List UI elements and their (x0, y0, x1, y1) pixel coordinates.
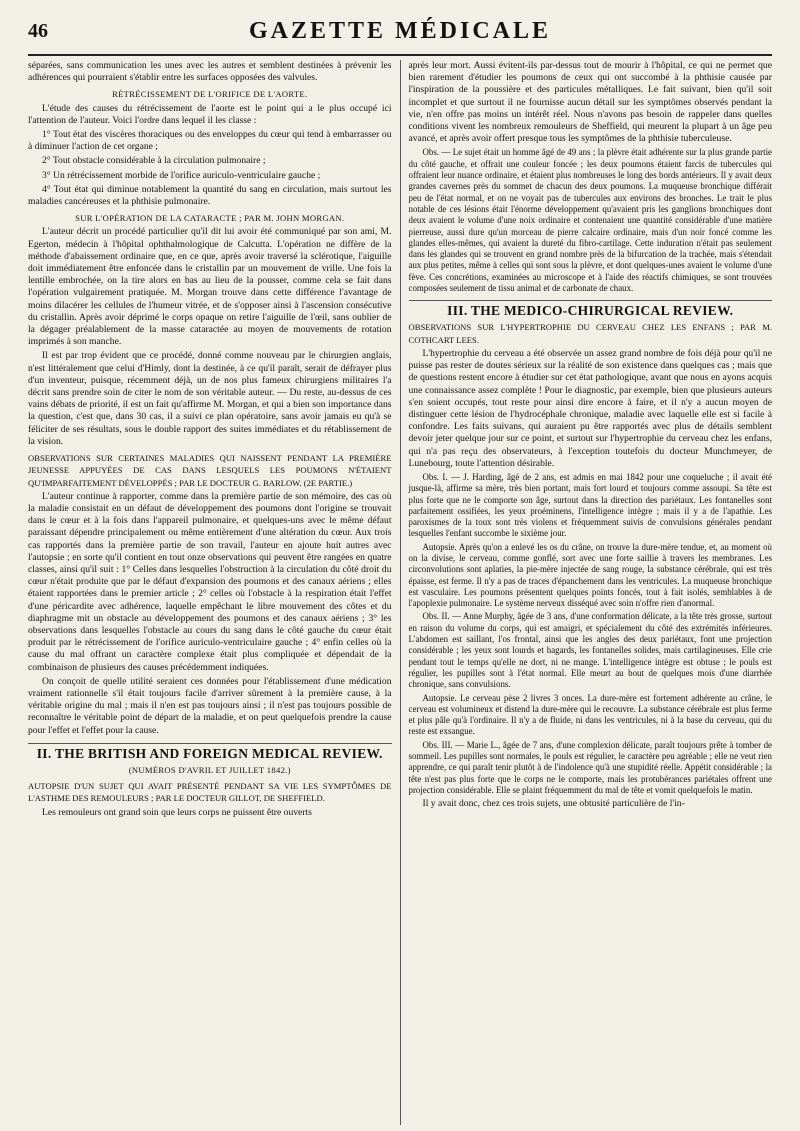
text-columns (28, 60, 772, 1125)
autopsy-note: Autopsie. Après qu'on a enlevé les os du crâne, on trouve la dure-mère tendue, et, au moment où on la divise, le cerveau, comme gonflé, sort avec une forte saillie à travers les membranes. Les circonvolutions sont aplaties, la pie-mère injectée de sang rouge, la substance cérébrale, qui est très épaisse, est ferme. Il n'y a pas de traces d'épanchement dans les ventricules. La muqueuse bronchique est vasculaire. Les poumons présentent quelques points foncés, tout à fait isolés, semblables à de l'apoplexie pulmonaire. Le système nerveux disséqué avec soin n'offre rien d'anormal. (408, 541, 772, 609)
observation: Obs. III. — Marie L., âgée de 7 ans, d'une complexion délicate, paraît toujours prête à tomber de sommeil. Les pupilles sont normales, le pouls est régulier, le caractère peu agréable ; elle ne veut rien apprendre, ce qui paraît tenir plutôt à de l'indolence qu'à une stupidité réelle. Appétit considérable ; la tête n'est pas plus forte que le corps ne le comporte, mais les protubérances pariétales offrent une projection considérable. Elle se plaint fréquemment du mal de tête et vomit quelquefois le matin. (408, 739, 772, 795)
subheading: OBSERVATIONS SUR CERTAINES MALADIES QUI NAISSENT PENDANT LA PREMIÈRE JEUNESSE APPUYÉES DE CAS DANS LESQUELS LES POUMONS N'ÉTAIENT QU'IMPARFAITEMENT DÉVELOPPÉS ; PAR LE DOCTEUR G. BARLOW. (2E PARTIE.) (28, 453, 392, 488)
list-item: 4° Tout état qui diminue notablement la quantité du sang en circulation, mais surtout les maladies cancéreuses et la phthisie pulmonaire. (28, 183, 392, 208)
subheading: SUR L'OPÉRATION DE LA CATARACTE ; PAR M. JOHN MORGAN. (75, 213, 345, 224)
observation: Obs. II. — Anne Murphy, âgée de 3 ans, d'une conformation délicate, a la tête très grosse, surtout en raison du volume du corps, qui est amaigri, et spécialement du côté des extrémités inférieures. L'abdomen est saillant, l'os frontal, ainsi que les angles des deux pariétaux, font une projection considérable ; les yeux sont lourds et hagards, les fontanelles solides, mais cartilagineuses. Elle crie pendant tout le temps qu'elle ne dort, ni ne mange. L'intelligence intègre est obtuse ; le pouls est régulier, les pupilles sont à l'état normal. Elle meurt au bout de quelques mois d'une diarrhée chronique, sans convulsions. (408, 611, 772, 690)
paragraph: Les remouleurs ont grand soin que leurs corps ne puissent être ouverts (42, 806, 312, 818)
list-item: 2° Tout obstacle considérable à la circulation pulmonaire ; (42, 155, 266, 167)
subheading: OBSERVATIONS SUR L'HYPERTROPHIE DU CERVEAU CHEZ LES ENFANS ; PAR M. COTHCART LEES. (408, 322, 772, 345)
subheading: RÉTRÉCISSEMENT DE L'ORIFICE DE L'AORTE. (112, 89, 308, 100)
section-title: III. THE MEDICO-CHIRURGICAL REVIEW. (409, 300, 773, 317)
paragraph: Il y avait donc, chez ces trois sujets, une obtusité particulière de l'in- (422, 798, 685, 810)
observation: Obs. I. — J. Harding, âgé de 2 ans, est admis en mai 1842 pour une coqueluche ; il avait été jusque-là, affirme sa mère, très bien portant, mais fort lourd et toujours comme assoupi. Sa tête est plus forte que ne le comporte son âge, surtout dans la direction des pariétaux. Les fontanelles sont parfaitement ossifiées, les yeux proéminens, l'intelligence intègre ; mais il y a de l'apathie. Les paroxismes de la toux sont très violens et fréquemment suivis de convulsions générales pendant lesquelles l'enfant succombe le sixième jour. (408, 471, 772, 539)
paragraph: L'étude des causes du rétrécissement de l'aorte est le point qui a le plus occupé ici l'attention de l'auteur. Voici l'ordre dans lequel il les classe : (28, 102, 392, 126)
list-item: 1° Tout état des viscères thoraciques ou des enveloppes du cœur qui tend à embarrasser ou à diminuer l'action de cet organe ; (28, 129, 392, 153)
autopsy-note: Autopsie. Le cerveau pèse 2 livres 3 onces. La dure-mère est fortement adhérente au crâne, le cerveau est volumineux et distend la dure-mère qui le recouvre. La substance cérébrale est plus ferme et plus pâle qu'à l'ordinaire. Il n'y a de fluide, ni dans les ventricules, ni à la base du cerveau, qui du reste est exsangue. (408, 692, 772, 737)
list-item: 3° Un rétrécissement morbide de l'orifice auriculo-ventriculaire gauche ; (42, 169, 321, 181)
paragraph: après leur mort. Aussi évitent-ils par-dessus tout de mourir à l'hôpital, ce qui ne permet que bien rarement d'étudier les poumons de ceux qui ont succombé à la phthisie causée par l'inspiration de la poussière et des particules métalliques. Le fait suivant, bien qu'il soit incomplet et que surtout il ne fournisse aucun détail sur les symptômes observés pendant la vie, n'en offre pas moins un intérêt réel. Nous n'avons pas besoin de rappeler dans quelles conditions vivent les nombreux remouleurs de Sheffield, qui meurent la plupart à un âge peu avancé, et après avoir offert presque tous les symptômes de la phthisie tuberculeuse. (408, 60, 772, 145)
left-column (28, 60, 401, 1125)
paragraph: L'hypertrophie du cerveau a été observée un assez grand nombre de fois déjà pour qu'il ne puisse pas rester de doutes sérieux sur la réalité de son existence dans quelques cas ; mais que de questions restent encore à étudier sur cet état pathologique, avant que nous en ayons acquis une connaissance assez complète ! Pour le diagnostic, par exemple, bien que plusieurs auteurs s'en soient occupés, tout reste pour ainsi dire encore à faire, et il n'y a aucun moyen de distinguer cette lésion de l'hydrocéphale chronique, maladie avec laquelle elle est si facile à confondre. Les faits suivans, qui auraient pu être rapportés avec plus de détails semblent devoir jeter quelque jour sur ce point, et surtout sur l'hypertrophie du cerveau chez les enfans, qui n'a pas reçu des observateurs, à l'exception toutefois du docteur Munchmeyer, de Lunebourg, toute l'attention désirable. (408, 347, 772, 469)
paragraph: séparées, sans communication les unes avec les autres et semblent destinées à prévenir les adhérences qui pourraient s'établir entre les surfaces opposées des valvules. (28, 60, 392, 84)
masthead-title: GAZETTE MÉDICALE (248, 18, 552, 44)
right-column (401, 60, 773, 1125)
observation: Obs. — Le sujet était un homme âgé de 49 ans ; la plèvre était adhérente sur la plus grande partie du côté gauche, et offrait une couleur foncée ; les deux poumons étaient farcis de tubercules qui offraient leur nuance ordinaire, et étaient plus nombreuses le long des bords antérieurs. Il y avait deux grandes cavernes près du sommet de chacun des deux poumons. La muqueuse bronchique différait peu de l'état normal, et on ne voyait pas de tubercules aux environs des bronches. Le trait le plus notable de ces lésions était l'énorme développement qu'avaient pris les ganglions bronchiques dont deux avaient le volume d'une noix ordinaire et contenaient une quantité considérable d'une matière pierreuse, aussi dure qu'un morceau de pierre calcaire ordinaire, mais d'un noir foncé comme les glandes elles-mêmes, qui avaient la dureté du fibro-cartilage. Cette induration n'était pas seulement dans les glandes qui se trouvent en grand nombre près de la bifurcation de la trachée, mais s'étendait aux plus petites, même à celles qui sont sous la plèvre, et dont quelques-unes avaient le volume d'une fève. Ces concrétions, examinées au microscope et à l'aide des réactifs chimiques, se sont trouvées composées seulement de tissu animal et de carbonate de chaux. (408, 147, 772, 293)
paragraph: L'auteur continue à rapporter, comme dans la première partie de son mémoire, des cas où la maladie consistait en un défaut de développement des poumons dont l'origine se trouvait dans le cœur et à la fois dans l'appareil pulmonaire, et quelques-uns avec le même défaut paraissant dépendre principalement ou même entièrement d'une altération du cœur. Aux trois cas rapportés dans la première partie de son travail, l'auteur en ajoute huit autres avec l'autopsie ; en sorte qu'il contient en tout onze observations qui peuvent être rangées en quatre classes, ainsi qu'il suit : 1° Celles dans lesquelles l'obstruction à la circulation du côté droit du cœur n'était produite que par le défaut d'expansion des poumons et des canaux aériens ; elles étaient rapportées dans le premier article ; 2° celles où l'obstacle à la respiration était l'effet d'une péricardite avec adhérence, laquelle empêchant le libre mouvement des côtes et du diaphragme mit un obstacle au développement des poumons et des canaux aériens ; 3° les observations dans lesquelles l'obstacle au cours du sang dans le côté gauche du cœur était produit par le rétrécissement de l'orifice auriculo-ventriculaire gauche ; 4° enfin celles où la cause du mal offrant un caractère complexe était plus compliquée et dépendait de la combinaison de plusieurs des causes précédemment indiquées. (28, 490, 392, 673)
paragraph: On conçoit de quelle utilité seraient ces données pour l'établissement d'une médication vraiment rationnelle s'il était toujours facile d'arriver sûrement à la première cause, à la véritable origine du mal ; mais il n'en est pas toujours ainsi ; il n'est pas toujours possible de reconnaître le véritable point de départ de la maladie, et on peut quelquefois prendre la cause pour l'effet et l'effet pour la cause. (28, 675, 392, 736)
page-number: 46 (28, 20, 48, 42)
section-title: II. THE BRITISH AND FOREIGN MEDICAL REVIEW. (28, 743, 392, 760)
page-header (28, 14, 772, 56)
paragraph: Il est par trop évident que ce procédé, donné comme nouveau par le chirurgien anglais, n'est littéralement que celui d'Himly, dont la destinée, à ce qu'il paraît, serait de défrayer plus d'un inventeur, puisque, récemment déjà, un de nos plus fameux chirurgiens militaires l'a décrit sans prendre soin de citer le nom de son véritable auteur. — Du reste, au-dessus de ces vains débats de priorité, il est un fait qu'affirme M. Morgan, et qui a bien son importance dans la question, c'est que, dans 30 cas, il a suivi ce plan opératoire, sans avoir jamais eu qu'à se féliciter de ses résultats, sous le double rapport des suites immédiates et du rétablissement de la vision. (28, 350, 392, 447)
paragraph: L'auteur décrit un procédé particulier qu'il dit lui avoir été communiqué par son ami, M. Egerton, médecin à l'hôpital ophthalmologique de Calcutta. L'opération ne diffère de la méthode d'abaissement ordinaire que, en ce que, après avoir traversé la sclérotique, l'aiguille doit immédiatement être enfoncée dans le cristallin par un mouvement de vrille. Une fois la lentille embrochée, on la tire alors en bas au lieu de la pousser, comme cela se fait dans l'opération vulgairement pratiquée. M. Morgan trouve dans cette différence l'avantage de moins dilacérer les cellules de l'humeur vitrée, et de s'opposer ainsi à l'ascension consécutive du cristallin. Après avoir déprimé le corps opaque on retire l'aiguille de l'œil, sans oublier de la dégager préalablement de la masse cataractée au moyen de mouvements de rotation imprimés à son manche. (28, 226, 392, 348)
subheading: AUTOPSIE D'UN SUJET QUI AVAIT PRÉSENTÉ PENDANT SA VIE LES SYMPTÔMES DE L'ASTHME DES REMOULEURS ; PAR LE DOCTEUR GILLOT, DE SHEFFIELD. (28, 781, 392, 804)
section-subtitle: (NUMÉROS D'AVRIL ET JUILLET 1842.) (128, 764, 291, 775)
